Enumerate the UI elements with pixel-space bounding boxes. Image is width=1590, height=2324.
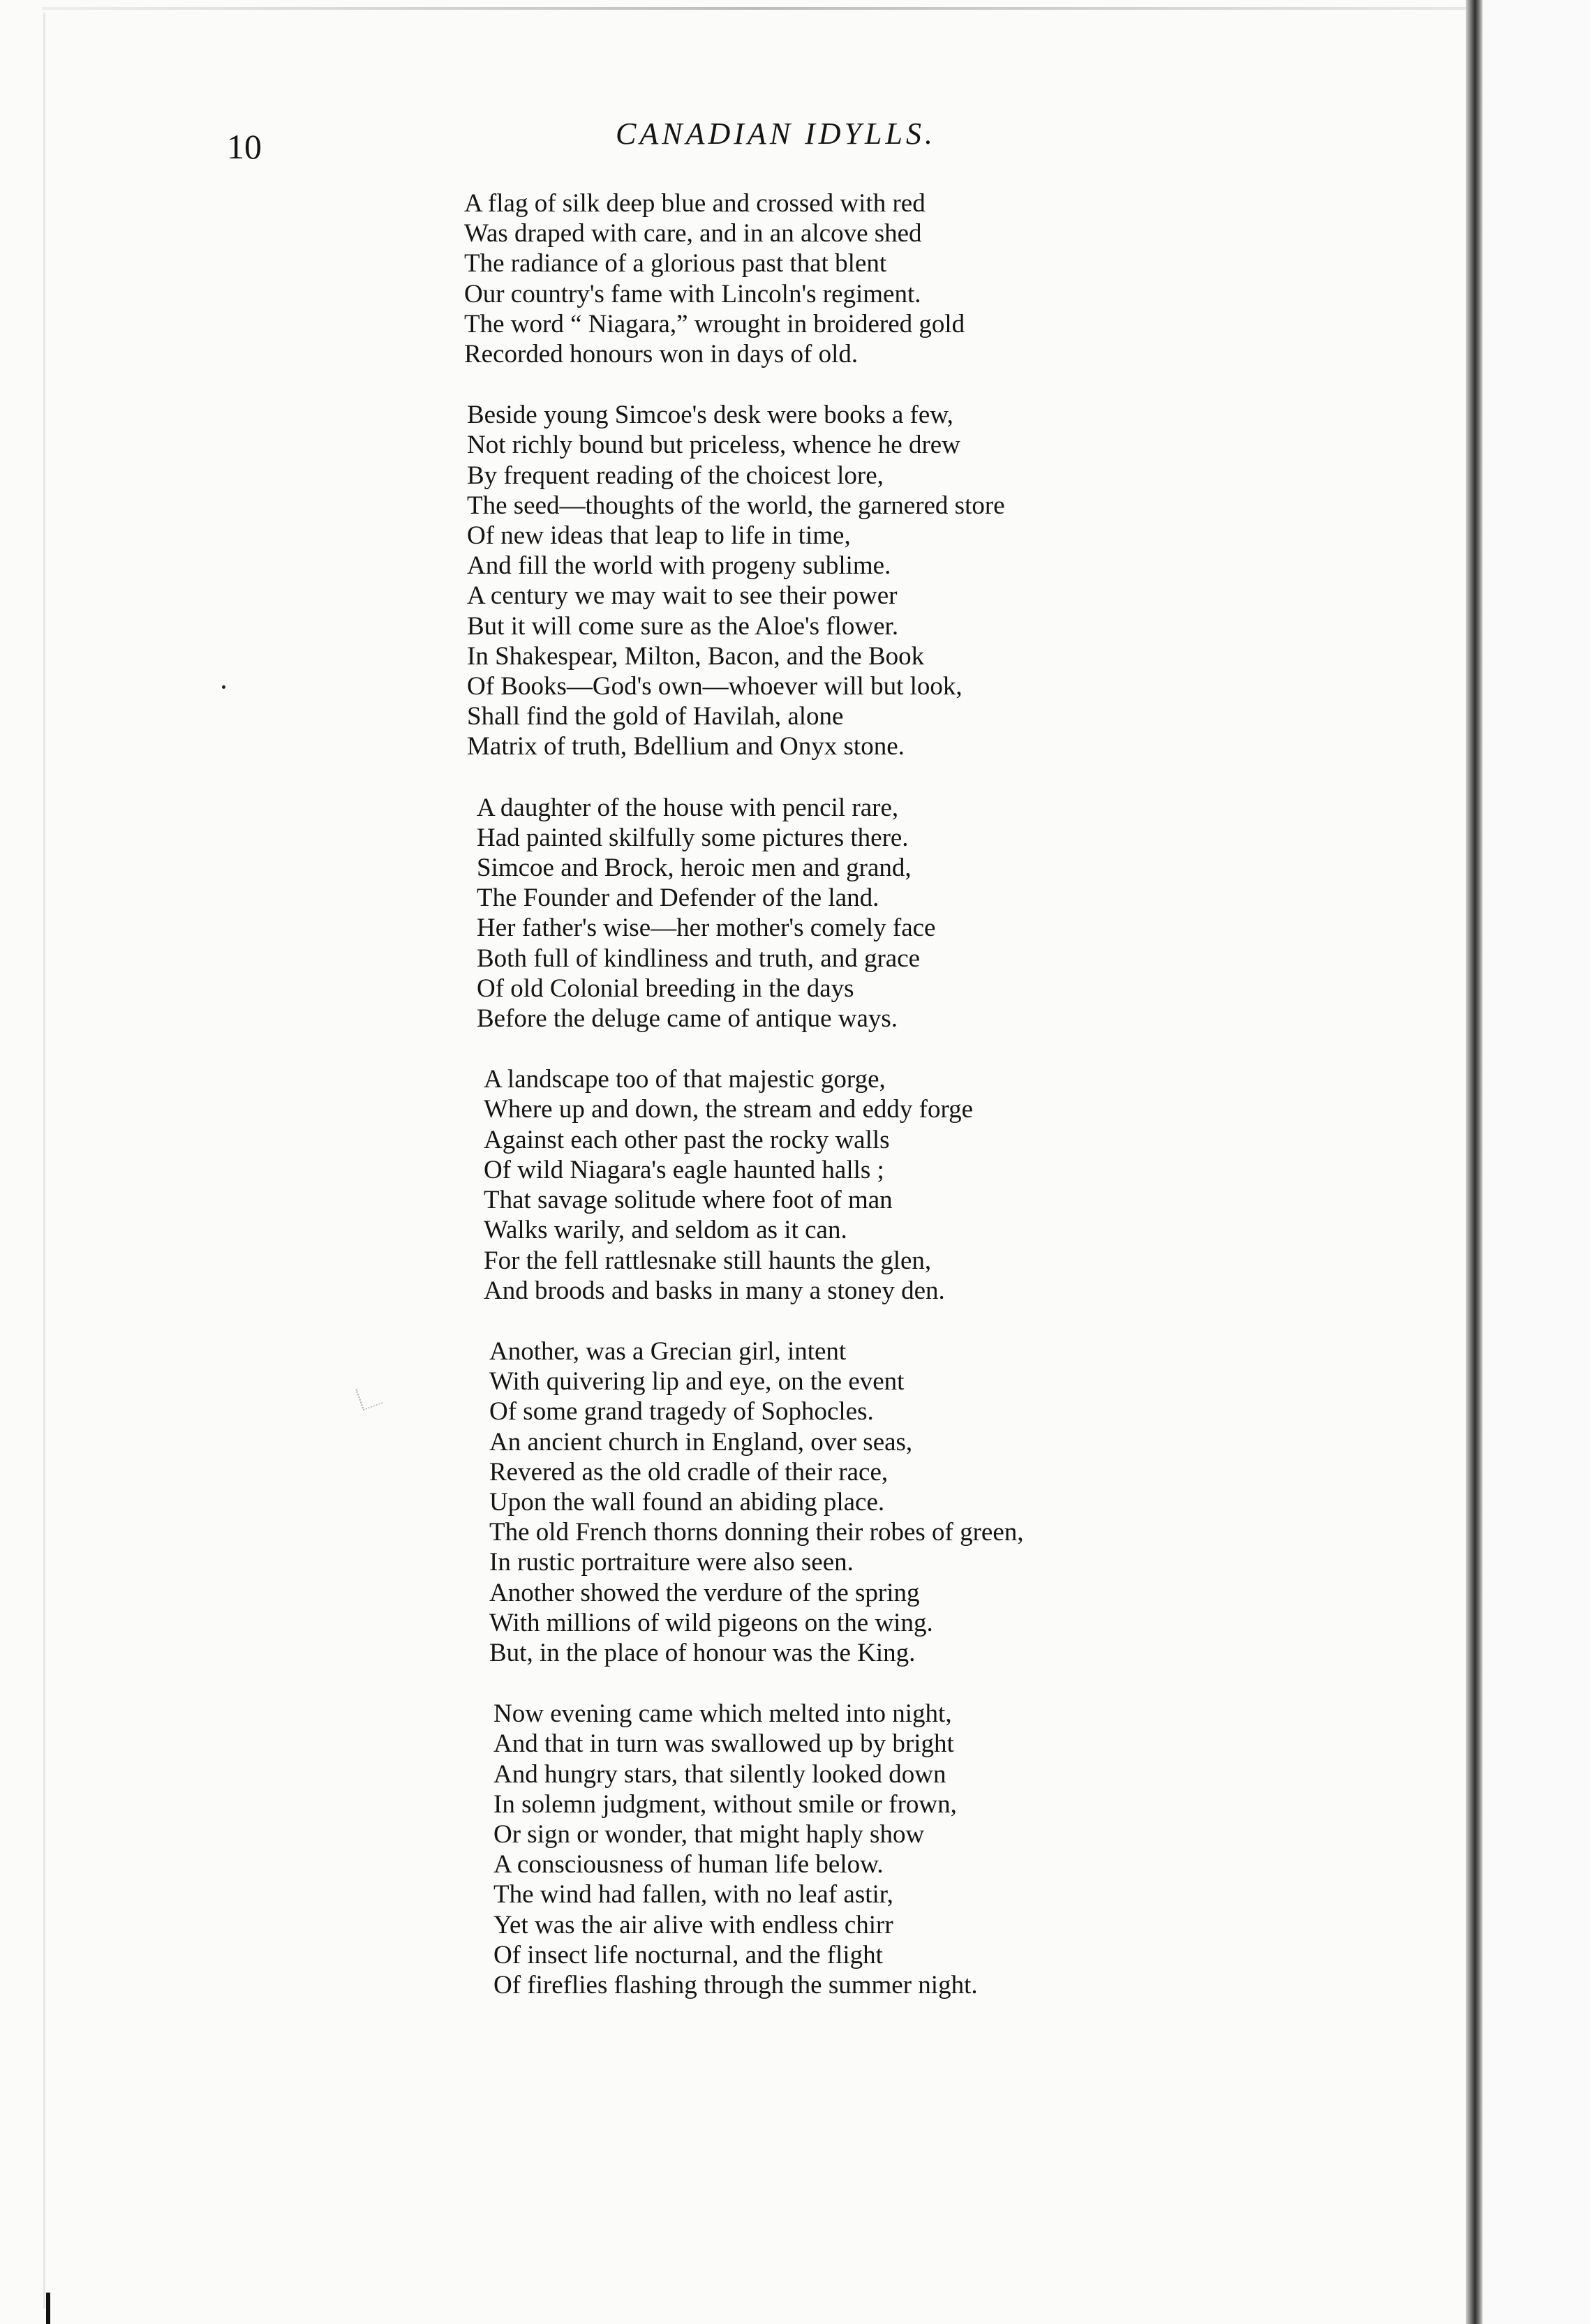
scan-edge-mark <box>46 2293 50 2324</box>
poem-line: And fill the world with progeny sublime. <box>467 551 891 581</box>
poem-line: Upon the wall found an abiding place. <box>489 1487 885 1517</box>
poem-line: Both full of kindliness and truth, and grace <box>477 944 921 973</box>
page-left-edge <box>43 13 45 2309</box>
poem-line: Of fireflies flashing through the summer night. <box>493 1970 978 1999</box>
poem-line: The seed—thoughts of the world, the garnered store <box>467 491 1005 520</box>
poem-line: Simcoe and Brock, heroic men and grand, <box>477 854 912 883</box>
poem-line: Our country's fame with Lincoln's regiment. <box>464 279 921 308</box>
stanza-5 <box>489 1336 1225 1668</box>
poem-line: Revered as the old cradle of their race, <box>489 1457 889 1487</box>
page-number: 10 <box>227 127 262 166</box>
poem-line: Matrix of truth, Bdellium and Onyx stone. <box>467 732 905 761</box>
poem-line: A daughter of the house with pencil rare, <box>477 793 899 822</box>
poem-line: Of Books—God's own—whoever will but look, <box>467 672 963 701</box>
poem-line: Shall find the gold of Havilah, alone <box>467 702 844 731</box>
poem-line: A flag of silk deep blue and crossed with red <box>464 189 926 218</box>
poem-line: A landscape too of that majestic gorge, <box>484 1065 886 1094</box>
poem-line: And hungry stars, that silently looked down <box>493 1759 946 1789</box>
poem-line: Yet was the air alive with endless chirr <box>493 1910 893 1939</box>
poem-line: In solemn judgment, without smile or frown, <box>493 1789 957 1819</box>
poem-line: With quivering lip and eye, on the event <box>489 1367 905 1396</box>
poem-line: Not richly bound but priceless, whence he drew <box>467 431 960 460</box>
poem-line: By frequent reading of the choicest lore, <box>467 461 884 490</box>
poem-line: An ancient church in England, over seas, <box>489 1427 913 1457</box>
poem-line: With millions of wild pigeons on the wing. <box>489 1608 933 1637</box>
stanza-6 <box>493 1699 1225 2000</box>
poem-line: The old French thorns donning their robes of green, <box>489 1518 1024 1547</box>
poem-line: Beside young Simcoe's desk were books a few, <box>467 401 953 430</box>
poem-line: That savage solitude where foot of man <box>484 1186 893 1215</box>
poem-line: And that in turn was swallowed up by bright <box>493 1729 954 1759</box>
poem-line: Walks warily, and seldom as it can. <box>484 1216 847 1245</box>
poem-line: The word “ Niagara,” wrought in broidered gold <box>464 309 965 338</box>
poem-line: In rustic portraiture were also seen. <box>489 1548 854 1577</box>
poem-line: But it will come sure as the Aloe's flower. <box>467 611 899 641</box>
poem-line: But, in the place of honour was the King. <box>489 1638 916 1667</box>
poem-line: Another, was a Grecian girl, intent <box>489 1336 847 1366</box>
scan-right-margin <box>1483 0 1590 2324</box>
poem-line: Her father's wise—her mother's comely face <box>477 914 936 943</box>
poem-line: Or sign or wonder, that might haply show <box>493 1819 925 1849</box>
poem-line: A century we may wait to see their power <box>467 581 898 611</box>
poem-line: Where up and down, the stream and eddy forge <box>484 1095 974 1124</box>
poem-line: The radiance of a glorious past that blent <box>464 249 887 278</box>
poem-line: Now evening came which melted into night, <box>493 1699 952 1729</box>
page-top-edge <box>42 7 1466 10</box>
stanza-1 <box>464 188 1225 369</box>
stanza-3 <box>477 793 1225 1034</box>
poem-line: The wind had fallen, with no leaf astir, <box>493 1880 893 1909</box>
ink-dot <box>222 685 225 689</box>
poem-line: And broods and basks in many a stoney den. <box>484 1276 945 1305</box>
poem-line: Another showed the verdure of the spring <box>489 1578 920 1607</box>
poem-line: A consciousness of human life below. <box>493 1850 884 1879</box>
poem-line: Had painted skilfully some pictures there. <box>477 823 909 852</box>
running-title: CANADIAN IDYLLS. <box>616 117 936 151</box>
poem-line: Of some grand tragedy of Sophocles. <box>489 1397 874 1427</box>
ink-smudge <box>355 1383 382 1410</box>
book-binding-shadow <box>1466 0 1483 2324</box>
poem-line: Of new ideas that leap to life in time, <box>467 521 851 551</box>
poem-line: Before the deluge came of antique ways. <box>477 1004 898 1034</box>
poem-line: Of wild Niagara's eagle haunted halls ; <box>484 1155 884 1184</box>
poem-line: Of old Colonial breeding in the days <box>477 974 854 1003</box>
poem-body <box>464 188 1225 2000</box>
poem-line: In Shakespear, Milton, Bacon, and the Book <box>467 641 925 671</box>
stanza-2 <box>467 400 1225 761</box>
poem-line: Recorded honours won in days of old. <box>464 340 859 369</box>
poem-line: Was draped with care, and in an alcove shed <box>464 219 922 248</box>
poem-line: For the fell rattlesnake still haunts the glen, <box>484 1246 932 1275</box>
stanza-4 <box>484 1064 1225 1306</box>
poem-line: Of insect life nocturnal, and the flight <box>493 1940 883 1969</box>
poem-line: Against each other past the rocky walls <box>484 1125 890 1154</box>
poem-line: The Founder and Defender of the land. <box>477 884 879 913</box>
